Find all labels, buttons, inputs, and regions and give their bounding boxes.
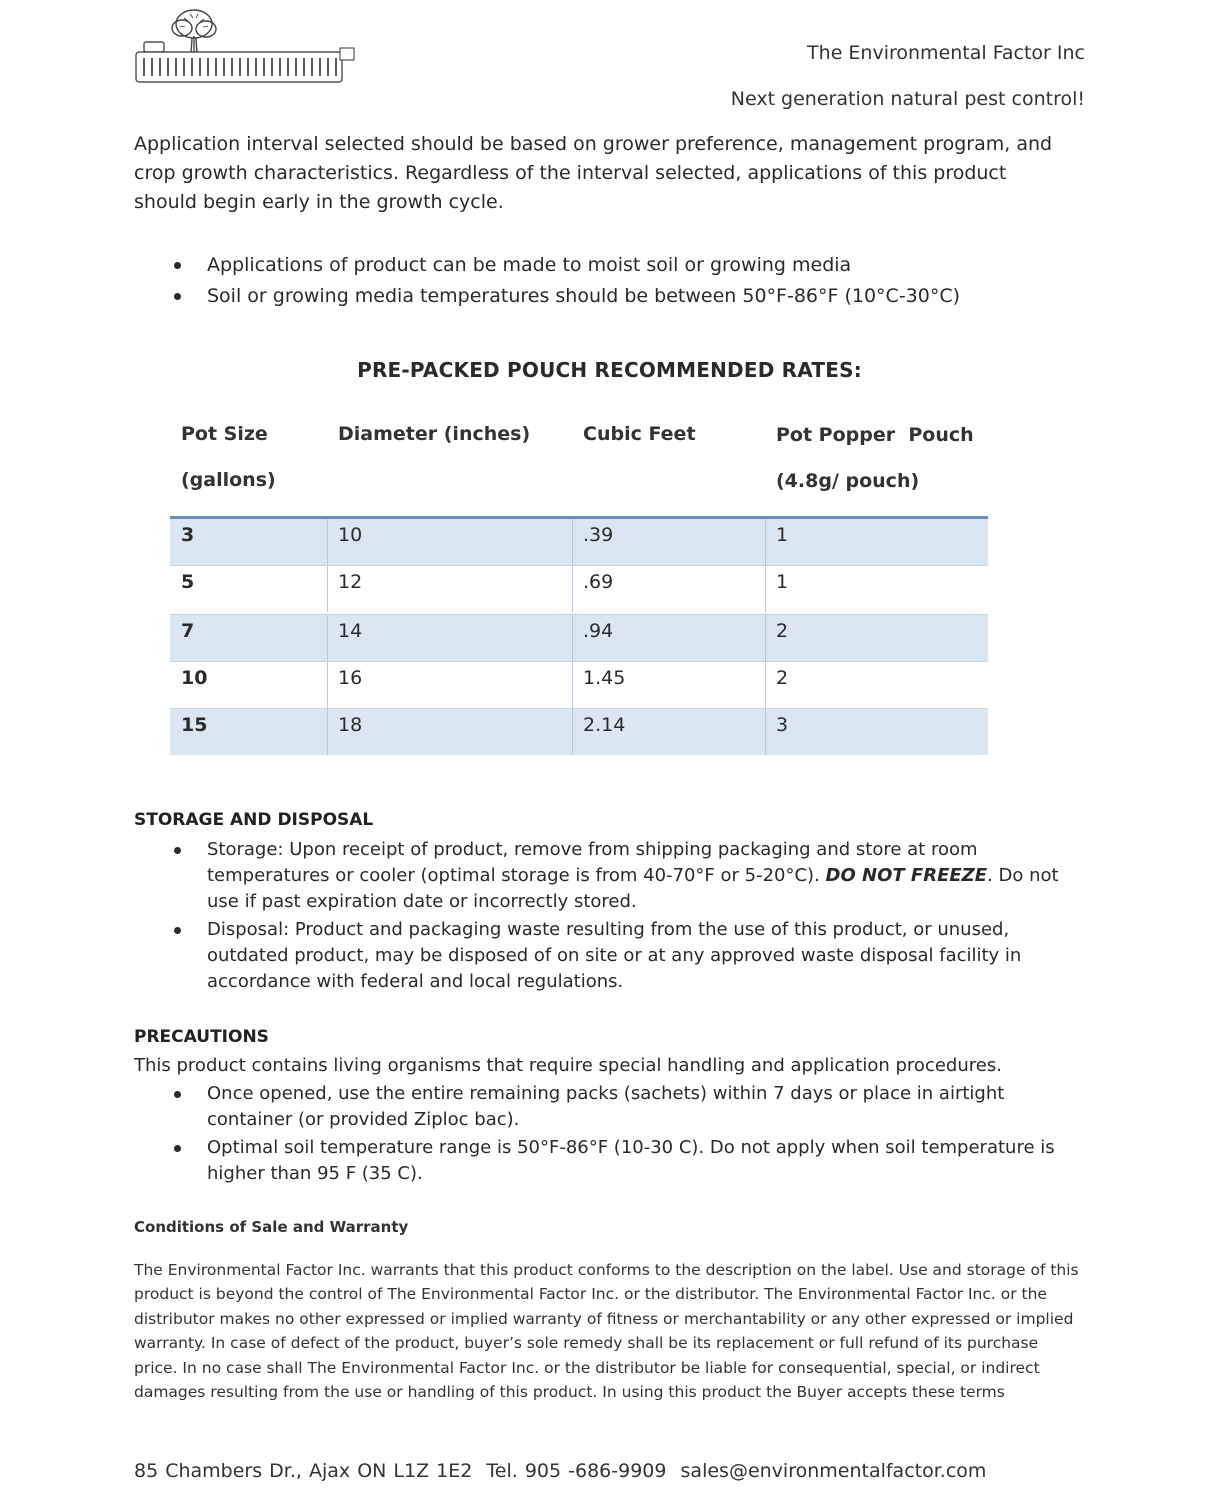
table-row: [170, 519, 988, 565]
cell-pouch: 1: [776, 524, 789, 546]
cell-cubic-feet: .69: [583, 571, 614, 593]
header-pot-size: Pot Size: [181, 423, 268, 445]
column-divider: [765, 709, 766, 755]
header-pouch: Pot Popper Pouch: [776, 424, 974, 446]
table-row: [170, 566, 988, 612]
column-divider: [765, 519, 766, 565]
cell-cubic-feet: 2.14: [583, 714, 626, 736]
intro-paragraph: Application interval selected should be based on grower preference, management program, and crop growth characteristics. Regardless of the interval selected, applications of this product should begin early in the growth cycle.: [134, 133, 1053, 213]
cell-pot-size: 5: [181, 571, 195, 593]
table-row: [170, 709, 988, 755]
cell-pot-size: 15: [181, 714, 208, 736]
storage-text-start: Storage: Upon receipt of product, remove from shipping packaging and store at room temperatures or cooler (optimal storage is from 40-70°F or 5-20°C).: [207, 839, 978, 886]
column-divider: [327, 662, 328, 708]
company-name: The Environmental Factor Inc: [807, 42, 1085, 64]
column-divider: [765, 615, 766, 661]
storage-text-end: . Do not use if past expiration date or incorrectly stored.: [207, 865, 1059, 912]
cell-pouch: 1: [776, 571, 789, 593]
cell-pot-size: 7: [181, 620, 195, 642]
column-divider: [327, 709, 328, 755]
cell-pouch: 2: [776, 620, 789, 642]
cell-diameter: 16: [338, 667, 363, 689]
header-diameter: Diameter (inches): [338, 423, 531, 445]
list-item: Soil or growing media temperatures should be between 50°F-86°F (10°C-30°C): [134, 281, 1084, 312]
table-row: [170, 615, 988, 661]
table-title: PRE-PACKED POUCH RECOMMENDED RATES:: [357, 358, 862, 382]
header-cubic-feet: Cubic Feet: [583, 423, 696, 445]
conditions-text: The Environmental Factor Inc. warrants that this product conforms to the description on the label. Use and storage of this product is beyond the control of The Environmental Factor Inc. or the distributor. The Environmental Factor Inc. or the distributor makes no other expressed or implied warranty of fitness or merchantability or any other expressed or implied warranty. In case of defect of the product, buyer’s sole remedy shall be its replacement or full refund of its purchase price. In no case shall The Environmental Factor Inc. or the distributor be liable for consequential, special, or indirect damages resulting from the use or handling of this product. In using this product the Buyer accepts these terms: [134, 1261, 1079, 1402]
header-pot-size-unit: (gallons): [181, 469, 276, 491]
column-divider: [572, 615, 573, 661]
table-row: [170, 662, 988, 708]
list-item: Once opened, use the entire remaining packs (sachets) within 7 days or place in airtight container (or provided Ziploc bac).: [134, 1081, 1084, 1133]
column-divider: [327, 519, 328, 565]
column-divider: [572, 709, 573, 755]
cell-cubic-feet: 1.45: [583, 667, 626, 689]
cell-pot-size: 10: [181, 667, 208, 689]
tree-logo-icon: [134, 2, 356, 90]
column-divider: [327, 566, 328, 612]
column-divider: [765, 662, 766, 708]
precautions-list: [134, 1081, 1084, 1189]
list-item: Applications of product can be made to moist soil or growing media: [134, 250, 1084, 281]
list-item-storage: [134, 837, 1084, 915]
do-not-freeze-warning: DO NOT FREEZE: [825, 865, 988, 886]
list-item-disposal: Disposal: Product and packaging waste resulting from the use of this product, or unused, outdated product, may be disposed of on site or at any approved waste disposal facility in accordance with federal and local regulations.: [134, 917, 1084, 995]
cell-pouch: 3: [776, 714, 789, 736]
cell-pot-size: 3: [181, 524, 195, 546]
cell-cubic-feet: .94: [583, 620, 614, 642]
tagline: Next generation natural pest control!: [730, 88, 1085, 110]
cell-diameter: 14: [338, 620, 363, 642]
header-pouch-unit: (4.8g/ pouch): [776, 470, 920, 492]
column-divider: [572, 519, 573, 565]
company-logo: [134, 2, 356, 90]
storage-heading: STORAGE AND DISPOSAL: [134, 810, 374, 830]
cell-diameter: 18: [338, 714, 363, 736]
storage-list: [134, 837, 1084, 997]
column-divider: [572, 662, 573, 708]
list-item: Optimal soil temperature range is 50°F-86°F (10-30 C). Do not apply when soil temperature is higher than 95 F (35 C).: [134, 1135, 1084, 1187]
footer-contact: 85 Chambers Dr., Ajax ON L1Z 1E2 Tel. 905 -686-9909 sales@environmentalfactor.com: [134, 1460, 987, 1482]
precautions-intro: This product contains living organisms that require special handling and application procedures.: [134, 1055, 1002, 1076]
application-bullet-list: [134, 250, 1084, 312]
column-divider: [765, 566, 766, 612]
precautions-heading: PRECAUTIONS: [134, 1027, 269, 1047]
column-divider: [572, 566, 573, 612]
cell-cubic-feet: .39: [583, 524, 614, 546]
cell-pouch: 2: [776, 667, 789, 689]
column-divider: [327, 615, 328, 661]
cell-diameter: 12: [338, 571, 363, 593]
cell-diameter: 10: [338, 524, 363, 546]
conditions-heading: Conditions of Sale and Warranty: [134, 1218, 409, 1236]
